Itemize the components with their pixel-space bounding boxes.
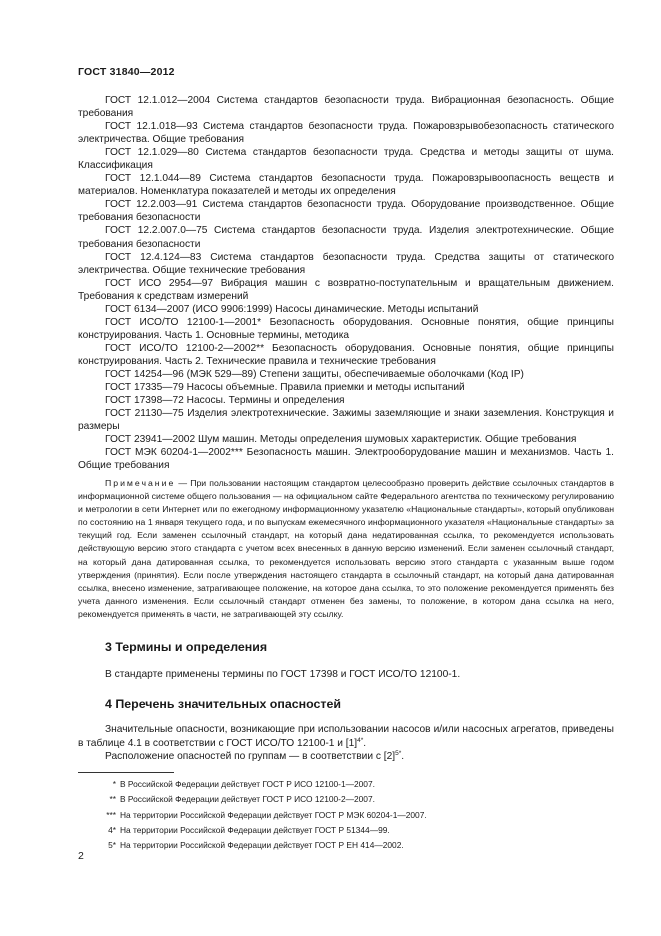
footnote-text: В Российской Федерации действует ГОСТ Р ИСО 12100-2—2007. bbox=[120, 794, 375, 805]
reference-item: ГОСТ 12.2.007.0—75 Система стандартов безопасности труда. Изделия электротехнические. Общие требования безопасности bbox=[78, 225, 614, 250]
page-header-doc-id: ГОСТ 31840—2012 bbox=[78, 66, 175, 78]
page-number: 2 bbox=[78, 850, 84, 862]
footnote-text: В Российской Федерации действует ГОСТ Р ИСО 12100-1—2007. bbox=[120, 779, 375, 789]
reference-item: ГОСТ 17335—79 Насосы объемные. Правила приемки и методы испытаний bbox=[105, 382, 465, 394]
reference-item: ГОСТ 23941—2002 Шум машин. Методы определения шумовых характеристик. Общие требования bbox=[105, 434, 577, 446]
reference-item: ГОСТ 12.2.003—91 Система стандартов безопасности труда. Оборудование производственное. Общие требования безопасности bbox=[78, 199, 614, 224]
footnote-ref[interactable]: 5* bbox=[395, 750, 402, 757]
paragraph-end: . bbox=[363, 737, 367, 749]
section-3-text: В стандарте применены термины по ГОСТ 17398 и ГОСТ ИСО/ТО 12100-1. bbox=[105, 669, 461, 680]
reference-item: ГОСТ 21130—75 Изделия электротехнические. Зажимы заземляющие и знаки заземления. Конструкция и размеры bbox=[78, 408, 614, 433]
paragraph-text: Расположение опасностей по группам — в соответствии с [2] bbox=[105, 751, 396, 762]
footnote-mark: 4* bbox=[108, 824, 116, 835]
footnote-text: На территории Российской Федерации действует ГОСТ Р 51344—99. bbox=[120, 824, 390, 835]
reference-item: ГОСТ 12.1.044—89 Система стандартов безопасности труда. Пожаровзрывоопасность веществ и материалов. Номенклатура показателей и методы их определения bbox=[78, 173, 614, 198]
reference-item: ГОСТ 12.4.124—83 Система стандартов безопасности труда. Средства защиты от статического электричества. Общие технические требования bbox=[78, 251, 614, 276]
references-note bbox=[78, 477, 614, 621]
footnote-item bbox=[78, 792, 614, 807]
section-4-paragraph-2 bbox=[78, 750, 614, 764]
note-label: Примечание bbox=[105, 478, 176, 488]
paragraph-end: . bbox=[401, 751, 405, 762]
footnote-ref[interactable]: 4* bbox=[357, 736, 364, 744]
footnote-mark: *** bbox=[106, 809, 116, 820]
reference-item: ГОСТ 12.1.012—2004 Система стандартов безопасности труда. Вибрационная безопасность. Общие требования bbox=[78, 95, 614, 120]
reference-item: ГОСТ МЭК 60204-1—2002*** Безопасность машин. Электрооборудование машин и механизмов. Часть 1. Общие требования bbox=[78, 447, 614, 472]
reference-item: ГОСТ 12.1.018—93 Система стандартов безопасности труда. Пожаровзрывобезопасность статического электричества. Общие требования bbox=[78, 121, 614, 146]
footnote-text: На территории Российской Федерации действует ГОСТ Р ЕН 414—2002. bbox=[120, 840, 404, 851]
reference-item: ГОСТ ИСО 2954—97 Вибрация машин с возвратно-поступательным и вращательным движением. Требования к средствам измерений bbox=[78, 277, 614, 302]
footnote-mark: ** bbox=[109, 794, 116, 805]
footnote-divider bbox=[78, 772, 174, 773]
reference-item: ГОСТ 17398—72 Насосы. Термины и определения bbox=[105, 395, 345, 407]
footnote-item bbox=[78, 777, 614, 792]
reference-item: ГОСТ ИСО/ТО 12100-2—2002** Безопасность оборудования. Основные понятия, общие принципы конструирования. Часть 2. Технические правила и технические требования bbox=[78, 342, 614, 367]
paragraph-text: Значительные опасности, возникающие при использовании насосов и/или насосных агрегатов, приведены в таблице 4.1 в соответствии с ГОСТ ИСО/ТО 12100-1 и [1] bbox=[78, 724, 614, 749]
footnote-item bbox=[78, 823, 614, 838]
footnote-item bbox=[78, 838, 614, 853]
reference-item: ГОСТ 14254—96 (МЭК 529—89) Степени защиты, обеспечиваемые оболочками (Код IP) bbox=[105, 368, 524, 380]
reference-item: ГОСТ 12.1.029—80 Система стандартов безопасности труда. Средства и методы защиты от шума. Классификация bbox=[78, 147, 614, 172]
section-4-heading: 4 Перечень значительных опасностей bbox=[105, 697, 341, 711]
normative-references-list bbox=[78, 94, 614, 472]
reference-item: ГОСТ ИСО/ТО 12100-1—2001* Безопасность оборудования. Основные понятия, общие принципы конструирования. Часть 1. Основные термины, методика bbox=[78, 316, 614, 341]
footnote-mark: * bbox=[112, 779, 116, 789]
section-4-paragraph-1 bbox=[78, 723, 614, 750]
note-text: — При пользовании настоящим стандартом целесообразно проверить действие ссылочных стандартов в информационной системе общего пользования — на официальном сайте Федерального агентства по техническому регулированию и метрологии в сети Интернет или по ежегодному информационному указателю «Национальные стандарты», который опубликован по состоянию на 1 января текущего года, и по выпускам ежемесячного информационного указателя «Национальные стандарты» за текущий год. Если заменен ссылочный стандарт, на который дана недатированная ссылка, то рекомендуется использовать действующую версию этого стандарта с учетом всех внесенных в данную версию изменений. Если заменен ссылочный стандарт, на который дана датированная ссылка, то рекомендуется использовать версию этого стандарта с указанным выше годом утверждения (принятия). Если после утверждения настоящего стандарта в ссылочный стандарт, на который дана датированная ссылка, внесено изменение, затрагивающее положение, на которое дана ссылка, то это положение рекомендуется применять без учета данного изменения. Если ссылочный стандарт отменен без замены, то положение, в котором дана ссылка на него, рекомендуется применять в части, не затрагивающей эту ссылку. bbox=[78, 478, 614, 619]
reference-item: ГОСТ 6134—2007 (ИСО 9906:1999) Насосы динамические. Методы испытаний bbox=[105, 303, 479, 315]
footnotes-list bbox=[78, 777, 614, 853]
footnote-text: На территории Российской Федерации действует ГОСТ Р МЭК 60204-1—2007. bbox=[120, 809, 427, 820]
footnote-item bbox=[78, 808, 614, 823]
section-3-heading: 3 Термины и определения bbox=[105, 640, 268, 654]
footnote-mark: 5* bbox=[108, 840, 116, 851]
